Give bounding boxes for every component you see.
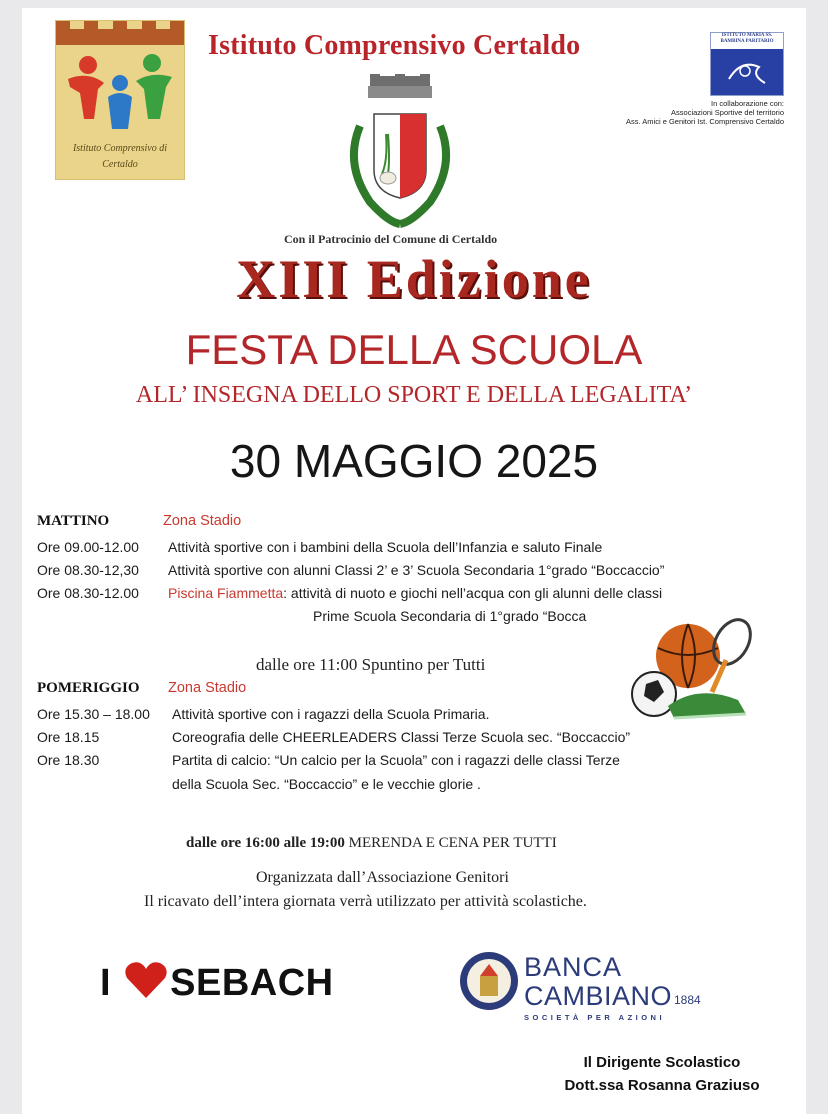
edition-title: XIII Edizione [236,249,592,309]
merenda-text: MERENDA E CENA PER TUTTI [344,835,557,851]
merenda-hours: dalle ore 16:00 alle 19:00 [186,835,345,851]
children-figures-icon [64,49,176,139]
pomeriggio-continuation: della Scuola Sec. “Boccaccio” e le vecchie glorie . [172,776,481,792]
pomeriggio-label: POMERIGGIO [37,680,140,696]
event-date: 30 MAGGIO 2025 [229,435,599,487]
stroke-emblem-icon [711,49,783,95]
sponsor-name: SEBACH [170,962,334,1004]
merenda-note [186,835,557,852]
event-title: FESTA DELLA SCUOLA [185,326,643,373]
snack-note: dalle ore 11:00 Spuntino per Tutti [256,655,486,674]
organized-by: Organizzata dall’Associazione Genitori [256,869,509,886]
bank-year: 1884 [674,993,701,1007]
piscina-place: Piscina Fiammetta [168,585,284,601]
pomeriggio-time: Ore 18.15 [37,729,100,745]
tower-battlement-icon [56,21,184,45]
collaboration-line: Ass. Amici e Genitori Ist. Comprensivo Certaldo [626,117,784,126]
mattino-time: Ore 09.00-12.00 [37,539,139,555]
istituto-logo [710,32,784,96]
sponsor-sebach [100,960,334,1005]
sports-equipment-icon [628,614,758,726]
mattino-time: Ore 08.30-12,30 [37,562,139,578]
pomeriggio-time: Ore 15.30 – 18.00 [37,706,150,722]
pomeriggio-zone: Zona Stadio [168,680,247,696]
mattino-label: MATTINO [37,513,110,529]
pomeriggio-activity: Coreografia delle CHEERLEADERS Classi Terze Scuola sec. “Boccaccio” [172,729,631,745]
sponsor-letter: I [100,962,112,1004]
patrocinio-text: Con il Patrocinio del Comune di Certaldo [284,232,498,246]
heart-icon [124,960,168,1000]
mattino-zone: Zona Stadio [163,513,242,529]
istituto-logo-text: ISTITUTO MARIA SS. BAMBINA PARITARIO [711,33,783,49]
bank-name-line1: BANCA [524,952,623,982]
school-logo [55,20,185,180]
mattino-activity: Attività sportive con alunni Classi 2’ e 3’ Scuola Secondaria 1°grado “Boccaccio” [168,562,665,578]
pomeriggio-activity: Attività sportive con i ragazzi della Scuola Primaria. [172,706,490,722]
mattino-activity [168,584,662,602]
istituto-logo-emblem [711,49,783,95]
mattino-time: Ore 08.30-12.00 [37,585,139,601]
mattino-continuation: Prime Scuola Secondaria di 1°grado “Bocca [313,608,587,624]
proceeds-note: Il ricavato dell’intera giornata verrà utilizzato per attività scolastiche. [144,893,587,910]
school-logo-caption: Istituto Comprensivo di Certaldo [72,143,168,170]
principal-name: Dott.ssa Rosanna Graziuso [564,1077,760,1094]
collaboration-line: In collaborazione con: [711,99,784,108]
school-name-title: Istituto Comprensivo Certaldo [208,30,581,61]
piscina-text: : attività di nuoto e giochi nell’acqua con gli alunni delle classi [283,585,663,601]
poster-sheet [22,8,806,1114]
bank-name-line2: CAMBIANO [524,981,673,1011]
collaboration-line: Associazioni Sportive del territorio [671,108,784,117]
event-subtitle: ALL’ INSEGNA DELLO SPORT E DELLA LEGALITA’ [135,382,693,408]
bank-tagline: SOCIETÀ PER AZIONI [524,1013,666,1022]
coat-of-arms-icon [330,74,470,234]
bank-emblem-icon [458,950,520,1012]
pomeriggio-activity: Partita di calcio: “Un calcio per la Scuola” con i ragazzi delle classi Terze [172,752,620,768]
mattino-activity: Attività sportive con i bambini della Scuola dell’Infanzia e saluto Finale [168,539,603,555]
collaboration-note [582,99,784,126]
pomeriggio-time: Ore 18.30 [37,752,100,768]
principal-role: Il Dirigente Scolastico [583,1054,741,1071]
